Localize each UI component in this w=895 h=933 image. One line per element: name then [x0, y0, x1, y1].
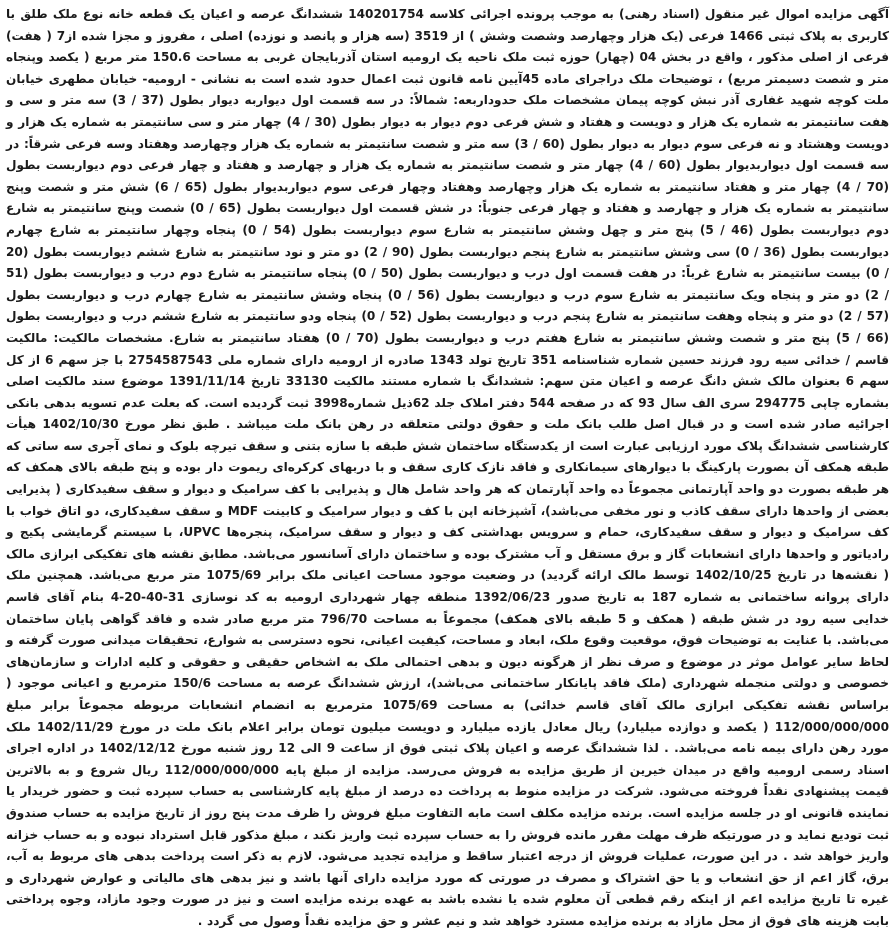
auction-notice-text: آگهی مزایده اموال غیر منقول (اسناد رهنی) به موجب پرونده اجرائی کلاسه 140201754 ششدانگ عرصه و اعیان یک قطعه خانه نوع ملک طلق با کاربری به پلاک ثبتی 1466 فرعی (یک هزار وچهارصد وشصت وشش ) از 3519 (سه هزار و پانصد و نوزده) اصلی ، مفروز و مجزا شده از7 ( هفت) فرعی از اصلی مذکور ، واقع در بخش 04 (چهار) حوزه ثبت ملک ناحیه یک ارومیه استان آذربایجان غربی به مساحت 150.6 متر مربع ( یکصد وپنجاه متر و شصت دسیمتر مربع) ، توضیحات ملک دراجرای ماده 45آیین نامه قانون ثبت اعمال حدود شده است به نشانی - ارومیه- خیابان مطهری خیابان ملت کوچه شهید غفاری آذر نبش کوچه پیمان مشخصات ملک حدوداربعه: شمالاً: در سه قسمت اول دیواربه دیوار بطول (37 / 3) سه متر و سی و هفت سانتیمتر به شماره یک هزار و دویست و هفتاد و شش فرعی دوم دیوار به دیوار بطول (30 / 4) چهار متر و سی سانتیمتر به شماره یک هزار و دویست وهشتاد و نه فرعی سوم دیوار به دیوار بطول (60 / 3) سه متر و شصت سانتیمتر به شماره یک هزار وچهارصد وهفتاد وسه فرعی شرقاً: در سه قسمت اول دیواربدیوار بطول (60 / 4) چهار متر و شصت سانتیمتر به شماره یک هزار و چهارصد و هفتاد و چهار فرعی دوم دیواربست بطول (70 / 4) چهار متر و هفتاد سانتیمتر به شماره یک هزار وچهارصد وهفتاد وچهار فرعی سوم دیواربدیوار بطول (65 / 6) شش متر و شصت وپنج سانتیمتر به شماره یک هزار و چهارصد و هفتاد و چهار فرعی جنوباً: در شش قسمت اول دیواربست بطول (65 / 0) شصت وپنج سانتیمتر به شارع دوم دیواربست بطول (46 / 5) پنج متر و چهل وشش سانتیمتر به شارع سوم دیواربست بطول (54 / 0) پنجاه وچهار سانتیمتر به شارع چهارم دیواربست بطول (36 / 0) سی وشش سانتیمتر به شارع پنجم دیواربست بطول (90 / 2) دو متر و نود سانتیمتر به شارع ششم دیواربست بطول (20 / 0) بیست سانتیمتر به شارع غرباً: در هفت قسمت اول درب و دیواربست بطول (50 / 0) پنجاه سانتیمتر به شارع دوم درب و دیواربست بطول (51 / 2) دو متر و پنجاه ویک سانتیمتر به شارع سوم درب و دیواربست بطول (56 / 0) پنجاه وشش سانتیمتر به شارع چهارم درب و دیواربست بطول (57 / 2) دو متر و پنجاه وهفت سانتیمتر به شارع پنجم درب و دیواربست بطول (52 / 0) پنجاه ودو سانتیمتر به شارع ششم درب و دیواربست بطول (66 / 5) پنج متر و شصت وشش سانتیمتر به شارع هفتم درب و دیواربست بطول (70 / 0) هفتاد سانتیمتر به شارع. مشخصات مالکیت: مالکیت قاسم / خدائی سیه رود فرزند حسین شماره شناسنامه 351 تاریخ تولد 1343 صادره از ارومیه دارای شماره ملی 2754587543 با جز سهم 6 از کل سهم 6 بعنوان مالک شش دانگ عرصه و اعیان متن سهم: ششدانگ با شماره مستند مالکیت 33130 تاریخ 1391/11/14 موضوع سند مالکیت اصلی بشماره چاپی 294775 سری الف سال 93 که در صفحه 544 دفتر املاک جلد 62ذیل شماره3998 ثبت گردیده است. که بعلت عدم تسویه بدهی بانکی اجرائیه صادر شده است و در قبال اصل طلب بانک ملت و حقوق دولتی متعلقه در رهن بانک ملت میباشد . طبق نظر مورخ 1402/10/30 هیأت کارشناسی ششدانگ پلاک مورد ارزیابی عبارت است از یکدستگاه ساختمان شش طبقه با سازه بتنی و سقف تیرچه بلوک و نمای آجری سه ساتی که طبقه همکف آن بصورت پارکینگ با دیوارهای سیمانکاری و فاقد نازک کاری سقف و با دربهای کرکره‌ای ریموت دار بوده و پنج طبقه بالای همکف که هر طبقه بصورت دو واحد آپارتمانی مجموعاً ده واحد آپارتمان که هر واحد شامل هال و پذیرایی با کف سرامیک و دیوار و سقف سفیدکاری ( پذیرایی بعضی از واحدها دارای سقف کاذب و نور مخفی می‌باشد)، آشپزخانه اپن با کف و دیوار سرامیک و کابینت MDF و سقف سفیدکاری، دو اتاق خواب با کف سرامیک و دیوار و سقف سفیدکاری، حمام و سرویس بهداشتی کف و دیوار و سقف سرامیک، پنجره‌ها UPVC، با سیستم گرمایشی پکیج و رادیاتور و واحدها دارای انشعابات گاز و برق مستقل و آب مشترک بوده و ساختمان دارای آسانسور می‌باشد. مطابق نقشه های تفکیکی ابرازی مالک ( نقشه‌ها در تاریخ 1402/10/25 توسط مالک ارائه گردید) در وضعیت موجود مساحت اعیانی ملک برابر 1075/69 متر مربع می‌باشد. همچنین ملک دارای پروانه ساختمانی به شماره 187 به تاریخ صدور 1392/06/23 منطقه چهار شهرداری ارومیه به کد نوسازی 31-40-20-4 بنام آقای قاسم خدایی سیه رود در شش طبقه ( همکف و 5 طبقه بالای همکف) مجموعاً به مساحت 796/70 متر مربع صادر شده و فاقد گواهی پایان ساختمان می‌باشد. با عنایت به توضیحات فوق، موقعیت وقوع ملک، ابعاد و مساحت، کیفیت اعیانی، نحوه دسترسی به شوارع، تحقیقات میدانی صورت گرفته و لحاظ سایر عوامل موثر در موضوع و صرف نظر از هرگونه دیون و بدهی احتمالی ملک به اشخاص حقیقی و حقوقی و کلیه ادارات و سازمان‌های خصوصی و دولتی منجمله شهرداری (ملک فاقد پایانکار ساختمانی می‌باشد)، ارزش ششدانگ عرصه به مساحت 150/6 مترمربع و اعیانی موجود ( براساس نقشه تفکیکی ابرازی مالک آقای قاسم خدائی) به مساحت 1075/69 مترمربع به انضمام انشعابات مربوطه مجموعاً برابر مبلغ 112/000/000/000 ( یکصد و دوازده میلیارد) ریال معادل یازده میلیارد و دویست میلیون تومان برابر اعلام بانک ملت در مورخ 1402/11/29 ملک مورد رهن دارای بیمه نامه می‌باشد. . لذا ششدانگ عرصه و اعیان پلاک ثبتی فوق از ساعت 9 الی 12 روز شنبه مورخ 1402/12/12 در اداره اجرای اسناد رسمی ارومیه واقع در میدان خیرین از طریق مزایده به فروش می‌رسد. مزایده از مبلغ پایه 112/000/000/000 ریال شروع و به بالاترین قیمت پیشنهادی نقداً فروخته می‌شود. شرکت در مزایده منوط به پرداخت ده درصد از مبلغ پایه کارشناسی به حساب سپرده ثبت و حضور خریدار یا نماینده قانونی او در جلسه مزایده است. برنده مزایده مکلف است مابه التفاوت مبلغ فروش را ظرف مدت پنج روز از تاریخ مزایده به حساب صندوق ثبت تودیع نماید و در صورتیکه ظرف مهلت مقرر مانده فروش را به حساب سپرده ثبت واریز نکند ، مبلغ مذکور قابل استرداد نبوده و به حساب خزانه واریز خواهد شد . در این صورت، عملیات فروش از درجه اعتبار ساقط و مزایده تجدید می‌شود. لازم به ذکر است پرداخت بدهی های مربوط به آب، برق، گاز اعم از حق انشعاب و یا حق اشتراک و مصرف در صورتی که مورد مزایده دارای آنها باشد و نیز بدهی های مالیاتی و عوارض شهرداری و غیره تا تاریخ مزایده اعم از اینکه رقم قطعی آن معلوم شده یا نشده باشد به عهده برنده مزایده است و نیز در صورت وجود مازاد، وجوه پرداختی بابت هزینه های فوق از محل مازاد به برنده مزایده مسترد خواهد شد و نیم عشر و حق مزایده نقداً وصول می گردد . — [6, 7, 890, 928]
